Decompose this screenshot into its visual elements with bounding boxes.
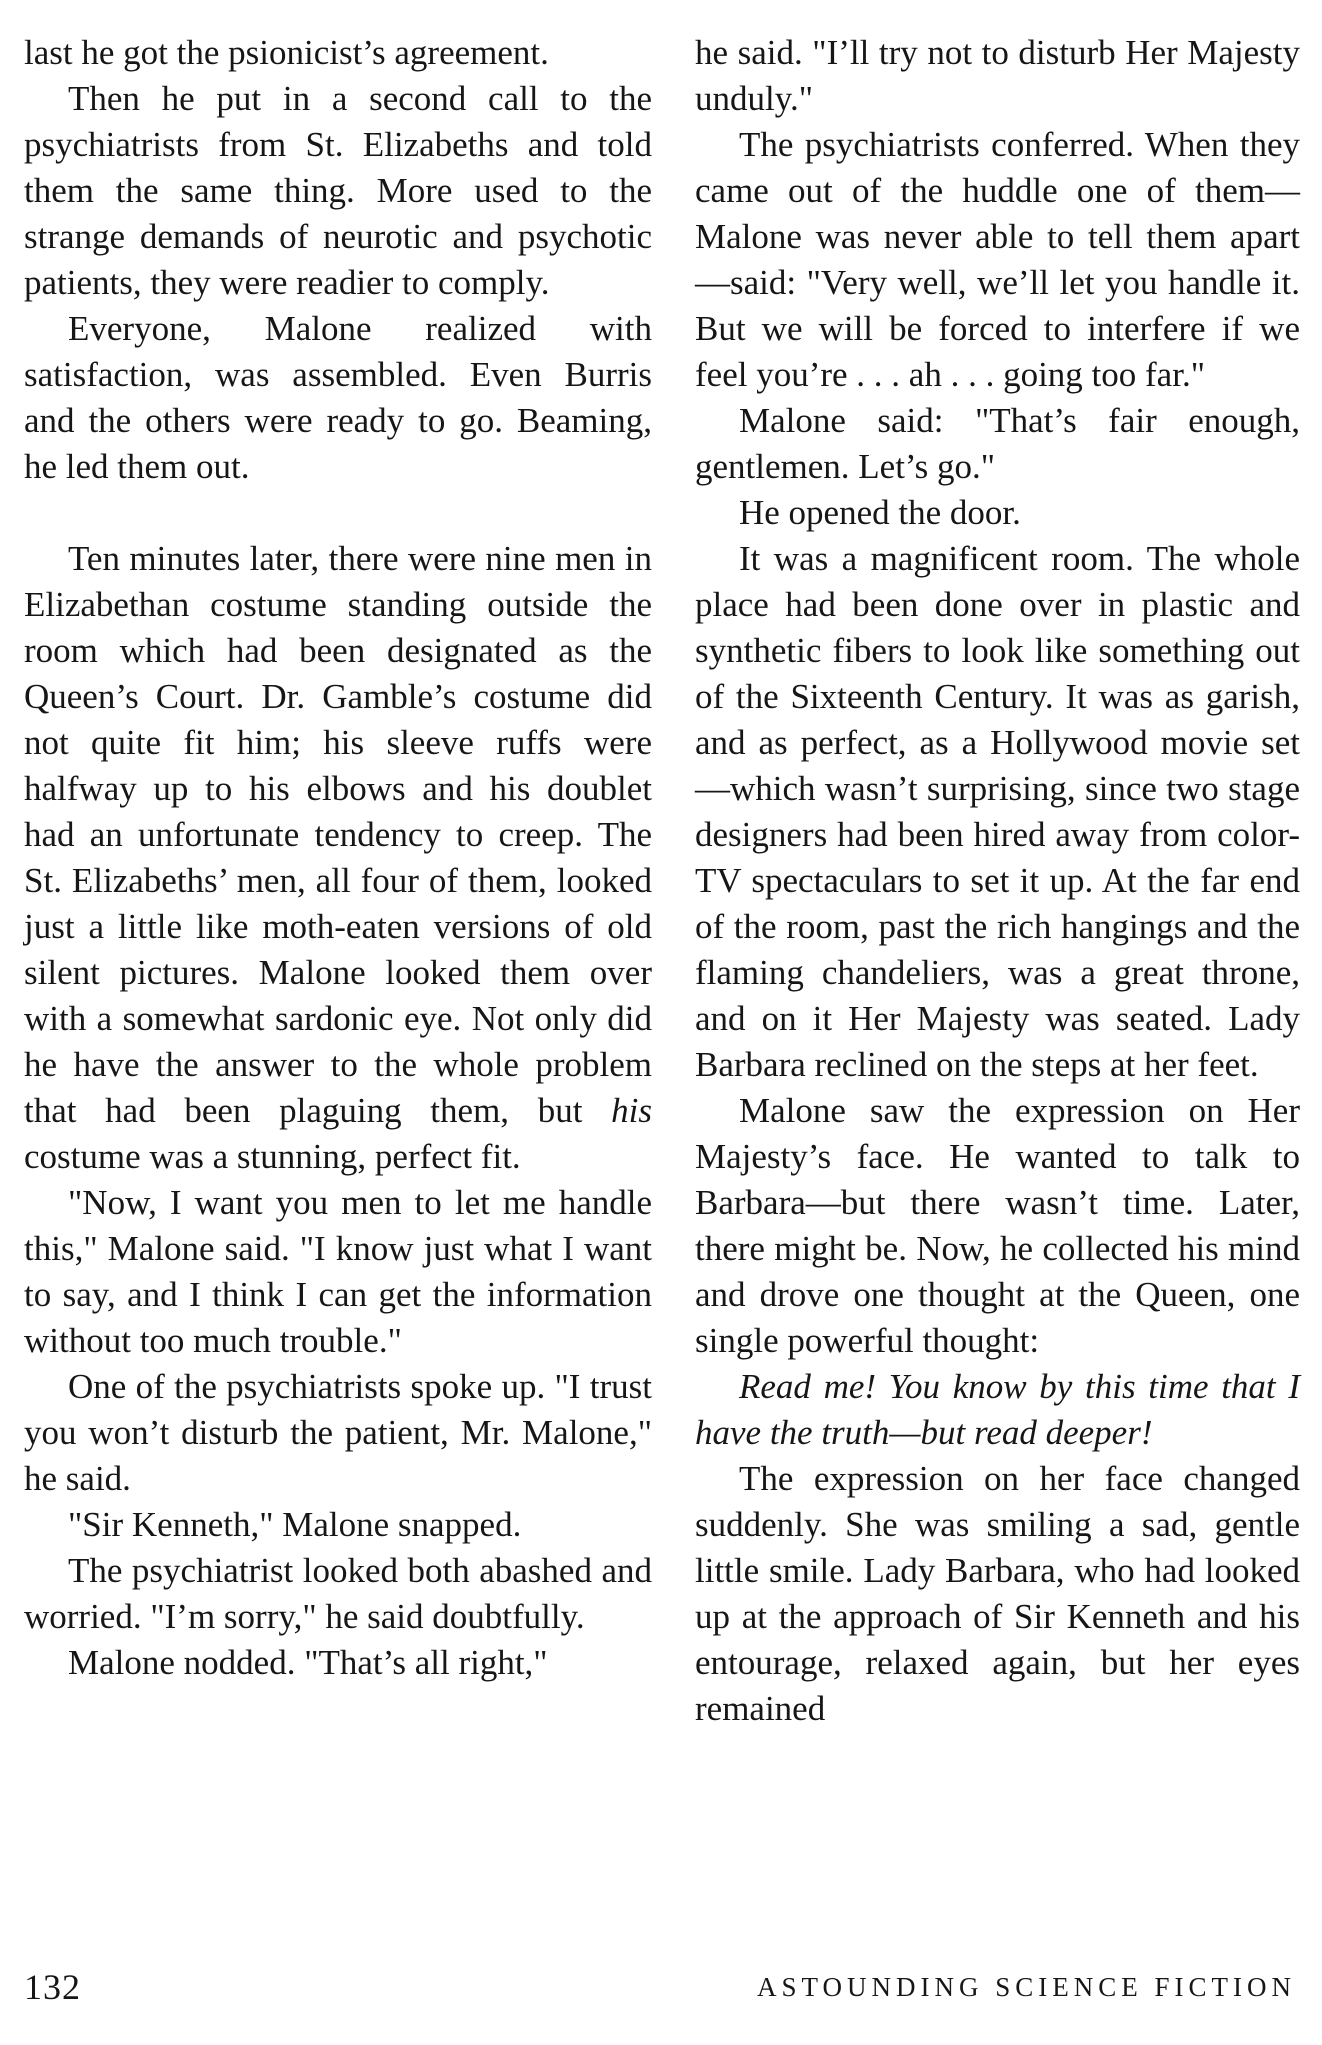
paragraph-text: Ten minutes later, there were nine men in Elizabethan costume standing outside the room which had been designated as the Queen’s Court. Dr. Gamble’s costume did not quite fit him; his sleeve ruffs were halfway up to his elbows and his doublet had an unfortunate tendency to creep. The St. Elizabeths’ men, all four of them, looked just a little like moth-eaten versions of old silent pictures. Malone looked them over with a somewhat sardonic eye. Not only did he have the answer to the whole problem that had been plaguing them, but [24, 539, 652, 1130]
page-number: 132 [24, 1967, 81, 2007]
paragraph: Everyone, Malone realized with satisfaction, was assembled. Even Burris and the others were ready to go. Beaming, he led them out. [24, 309, 652, 486]
left-text-column [24, 30, 652, 1686]
paragraph: "Now, I want you men to let me handle this," Malone said. "I know just what I want to say, and I think I can get the information without too much trouble." [24, 1183, 652, 1360]
paragraph: The psychiatrist looked both abashed and worried. "I’m sorry," he said doubtfully. [24, 1551, 652, 1636]
paragraph: He opened the door. [739, 493, 1021, 532]
paragraph: he said. "I’ll try not to disturb Her Majesty unduly." [695, 33, 1300, 118]
paragraph: Malone saw the expression on Her Majesty’s face. He wanted to talk to Barbara—but there wasn’t time. Later, there might be. Now, he collected his mind and drove one thought at the Queen, one single powerful thought: [695, 1091, 1300, 1360]
paragraph [24, 536, 652, 1180]
paragraph: It was a magnificent room. The whole place had been done over in plastic and synthetic fibers to look like something out of the Sixteenth Century. It was as garish, and as perfect, as a Hollywood movie set—which wasn’t surprising, since two stage designers had been hired away from color-TV spectaculars to set it up. At the far end of the room, past the rich hangings and the flaming chandeliers, was a great throne, and on it Her Majesty was seated. Lady Barbara reclined on the steps at her feet. [695, 539, 1300, 1084]
paragraph: last he got the psionicist’s agreement. [24, 33, 549, 72]
paragraph: "Sir Kenneth," Malone snapped. [68, 1505, 522, 1544]
paragraph: The psychiatrists conferred. When they came out of the huddle one of them—Malone was never able to tell them apart—said: "Very well, we’ll let you handle it. But we will be forced to interfere if we feel you’re . . . ah . . . going too far." [695, 125, 1300, 394]
page-footer [0, 1966, 1322, 2016]
paragraph-text: costume was a stunning, perfect fit. [24, 1137, 521, 1176]
paragraph: Malone nodded. "That’s all right," [68, 1643, 548, 1682]
italic-word: his [611, 1091, 652, 1130]
paragraph [695, 1364, 1300, 1456]
running-head: ASTOUNDING SCIENCE FICTION [756, 1972, 1296, 2002]
paragraph: Malone said: "That’s fair enough, gentlemen. Let’s go." [695, 401, 1300, 486]
paragraph: The expression on her face changed suddenly. She was smiling a sad, gentle little smile. Lady Barbara, who had looked up at the approach of Sir Kenneth and his entourage, relaxed again, but her eyes remained [695, 1459, 1300, 1728]
paragraph: One of the psychiatrists spoke up. "I trust you won’t disturb the patient, Mr. Malone," he said. [24, 1367, 652, 1498]
paragraph: Then he put in a second call to the psychiatrists from St. Elizabeths and told them the same thing. More used to the strange demands of neurotic and psychotic patients, they were readier to comply. [24, 79, 652, 302]
italic-thought: Read me! You know by this time that I have the truth—but read deeper! [695, 1367, 1300, 1452]
right-text-column [695, 30, 1300, 1732]
